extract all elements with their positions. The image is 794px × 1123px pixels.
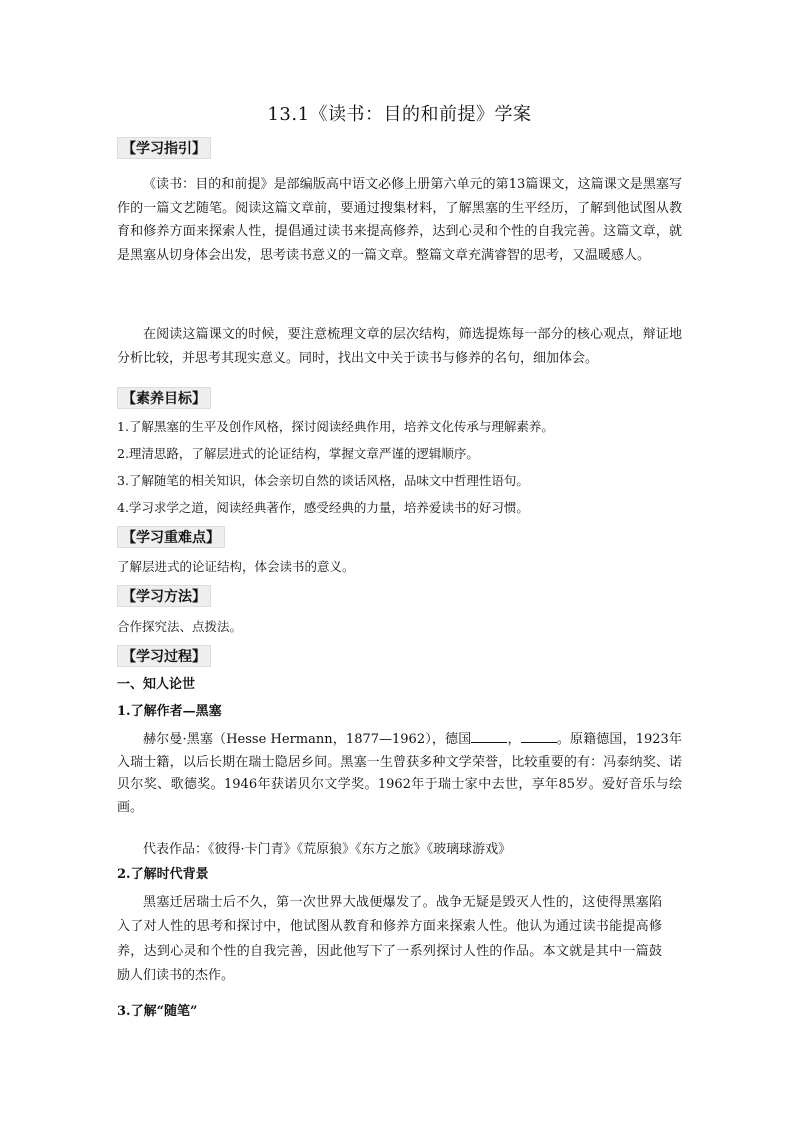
section-heading-guide: 【学习指引】	[117, 137, 211, 159]
fill-blank[interactable]	[471, 730, 507, 743]
subsection-title-essay: 3.了解“随笔”	[117, 1004, 198, 1019]
goal-item: 1.了解黑塞的生平及创作风格，探讨阅读经典作用，培养文化传承与理解素养。	[117, 419, 554, 434]
background-paragraph: 黑塞迁居瑞士后不久，第一次世界大战便爆发了。战争无疑是毁灭人性的，这使得黑塞陷入了对人性的思考和探讨中，他试图从教育和修养方面来探索人性。他认为通过读书能提高修养，达到心灵和个性的自我完善，因此他写下了一系列探讨人性的作品。本文就是其中一篇鼓励人们读书的杰作。	[117, 895, 662, 984]
author-text-sep: ，	[507, 732, 521, 747]
section-heading-goals: 【素养目标】	[117, 387, 211, 409]
goal-item: 2.理清思路，了解层进式的论证结构，掌握文章严谨的逻辑顺序。	[117, 446, 479, 461]
author-text-b: 。原籍德国，1923年入瑞士籍，以后长期在瑞士隐居乡间。黑塞一生曾获多种文学荣誉，比较重要的有：冯泰纳奖、诺贝尔奖、歌德奖。1946年获诺贝尔文学奖。1962年于瑞士家中去世，享年85岁。爱好音乐与绘画。	[117, 732, 682, 815]
method-text: 合作探究法、点拨法。	[117, 619, 243, 634]
fill-blank[interactable]	[521, 730, 557, 743]
goal-item: 4.学习求学之道，阅读经典著作，感受经典的力量，培养爱读书的好习惯。	[117, 500, 529, 515]
section-heading-method: 【学习方法】	[117, 585, 211, 607]
subsection-title-author: 1.了解作者—黑塞	[117, 704, 222, 719]
section-heading-key: 【学习重难点】	[117, 526, 225, 548]
guide-paragraph-2: 在阅读这篇课文的时候，要注意梳理文章的层次结构，筛选提炼每一部分的核心观点，辩证地分析比较，并思考其现实意义。同时，找出文中关于读书与修养的名句，细加体会。	[117, 327, 682, 366]
author-paragraph	[117, 729, 682, 819]
author-text-a: 赫尔曼·黑塞（Hesse Hermann，1877—1962），德国	[143, 732, 472, 747]
representative-works: 代表作品：《彼得·卡门青》《荒原狼》《东方之旅》《玻璃球游戏》	[143, 842, 512, 857]
subsection-title-background: 2.了解时代背景	[117, 867, 209, 882]
key-text: 了解层进式的论证结构，体会读书的意义。	[117, 559, 355, 574]
goal-item: 3.了解随笔的相关知识，体会亲切自然的谈话风格，品味文中哲理性语句。	[117, 473, 529, 488]
section-heading-process: 【学习过程】	[117, 645, 211, 667]
part-title: 一、知人论世	[117, 677, 196, 692]
page-title: 13.1《读书：目的和前提》学案	[267, 104, 532, 125]
guide-paragraph-1: 《读书：目的和前提》是部编版高中语文必修上册第六单元的第13篇课文，这篇课文是黑塞写作的一篇文艺随笔。阅读这篇文章前，要通过搜集材料，了解黑塞的生平经历，了解到他试图从教育和修养方面来探索人性，提倡通过读书来提高修养，达到心灵和个性的自我完善。这篇文章，就是黑塞从切身体会出发，思考读书意义的一篇文章。整篇文章充满睿智的思考，又温暖感人。	[117, 177, 682, 263]
